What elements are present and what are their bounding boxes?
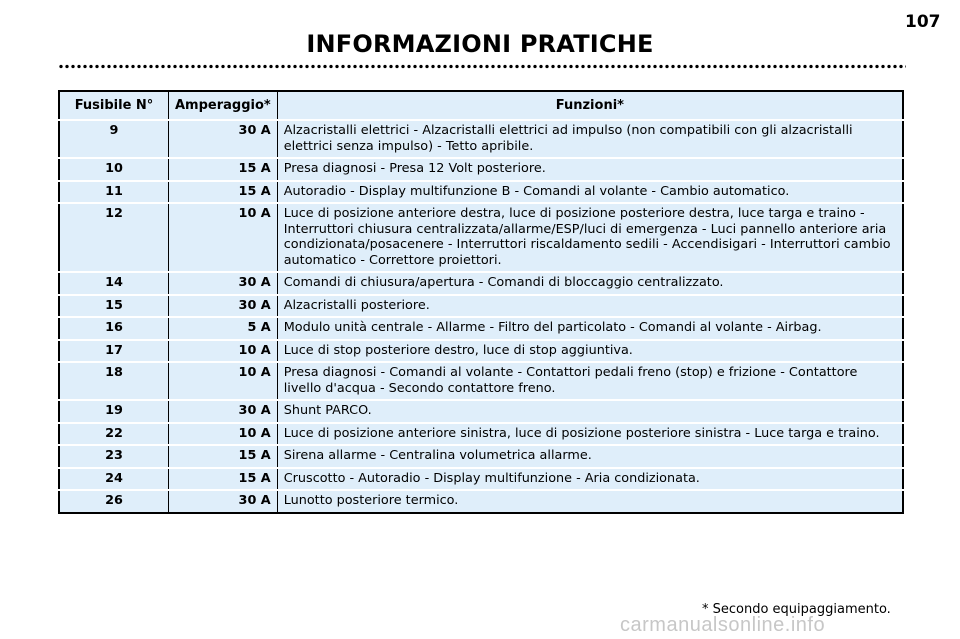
amperage-cell: 15 A [169, 445, 278, 468]
function-cell: Sirena allarme - Centralina volumetrica allarme. [277, 445, 903, 468]
table-row [59, 158, 903, 181]
function-cell: Comandi di chiusura/apertura - Comandi di bloccaggio centralizzato. [277, 272, 903, 295]
table-row [59, 203, 903, 272]
amperage-cell: 30 A [169, 295, 278, 318]
fuse-number-cell: 10 [59, 158, 169, 181]
dotted-divider [58, 64, 906, 69]
fuse-number-cell: 15 [59, 295, 169, 318]
amperage-cell: 10 A [169, 423, 278, 446]
table-row [59, 400, 903, 423]
function-cell: Luce di stop posteriore destro, luce di stop aggiuntiva. [277, 340, 903, 363]
fuse-number-cell: 19 [59, 400, 169, 423]
fuse-number-cell: 18 [59, 362, 169, 400]
function-cell: Alzacristalli elettrici - Alzacristalli elettrici ad impulso (non compatibili con gli alzacristalli elettrici senza impulso) - Tetto apribile. [277, 120, 903, 158]
table-row [59, 362, 903, 400]
fuse-number-cell: 16 [59, 317, 169, 340]
table-row [59, 120, 903, 158]
table-body [59, 120, 903, 513]
amperage-cell: 30 A [169, 490, 278, 513]
amperage-cell: 30 A [169, 120, 278, 158]
table-row [59, 340, 903, 363]
function-cell: Autoradio - Display multifunzione B - Comandi al volante - Cambio automatico. [277, 181, 903, 204]
amperage-cell: 30 A [169, 400, 278, 423]
page-number: 107 [905, 12, 941, 32]
function-cell: Luce di posizione anteriore sinistra, luce di posizione posteriore sinistra - Luce targa e traino. [277, 423, 903, 446]
watermark: carmanualsonline.info [620, 614, 826, 636]
fuse-number-cell: 23 [59, 445, 169, 468]
table-row [59, 490, 903, 513]
table-row [59, 468, 903, 491]
table-row [59, 181, 903, 204]
fuse-number-cell: 26 [59, 490, 169, 513]
amperage-cell: 10 A [169, 203, 278, 272]
page-title: INFORMAZIONI PRATICHE [306, 30, 654, 58]
header-fuse-number: Fusibile N° [59, 91, 169, 120]
fuse-table [58, 90, 904, 514]
function-cell: Modulo unità centrale - Allarme - Filtro del particolato - Comandi al volante - Airbag. [277, 317, 903, 340]
function-cell: Shunt PARCO. [277, 400, 903, 423]
header-amperage: Amperaggio* [169, 91, 278, 120]
amperage-cell: 30 A [169, 272, 278, 295]
footnote: * Secondo equipaggiamento. [702, 602, 891, 617]
function-cell: Presa diagnosi - Comandi al volante - Contattori pedali freno (stop) e frizione - Contattore livello d'acqua - Secondo contattore freno. [277, 362, 903, 400]
amperage-cell: 15 A [169, 158, 278, 181]
header-functions: Funzioni* [277, 91, 903, 120]
amperage-cell: 10 A [169, 340, 278, 363]
function-cell: Luce di posizione anteriore destra, luce di posizione posteriore destra, luce targa e traino - Interruttori chiusura centralizzata/allarme/ESP/luci di emergenza - Luci pannello anteriore aria condizionata/posacenere - Interruttori riscaldamento sedili - Accendisigari - Interruttori cambio automatico - Correttore proiettori. [277, 203, 903, 272]
amperage-cell: 5 A [169, 317, 278, 340]
fuse-number-cell: 22 [59, 423, 169, 446]
function-cell: Lunotto posteriore termico. [283, 493, 459, 508]
table-row [59, 272, 903, 295]
function-cell: Alzacristalli posteriore. [277, 295, 903, 318]
table-row [59, 423, 903, 446]
table-row [59, 295, 903, 318]
fuse-number-cell: 9 [59, 120, 169, 158]
table-header-row [59, 91, 903, 120]
amperage-cell: 15 A [169, 181, 278, 204]
amperage-cell: 10 A [169, 362, 278, 400]
fuse-number-cell: 12 [59, 203, 169, 272]
fuse-number-cell: 14 [59, 272, 169, 295]
fuse-number-cell: 24 [59, 468, 169, 491]
fuse-number-cell: 17 [59, 340, 169, 363]
table-row [59, 445, 903, 468]
fuse-number-cell: 11 [59, 181, 169, 204]
amperage-cell: 15 A [169, 468, 278, 491]
table-row [59, 317, 903, 340]
function-cell: Cruscotto - Autoradio - Display multifunzione - Aria condizionata. [277, 468, 903, 491]
function-cell: Presa diagnosi - Presa 12 Volt posteriore. [277, 158, 903, 181]
